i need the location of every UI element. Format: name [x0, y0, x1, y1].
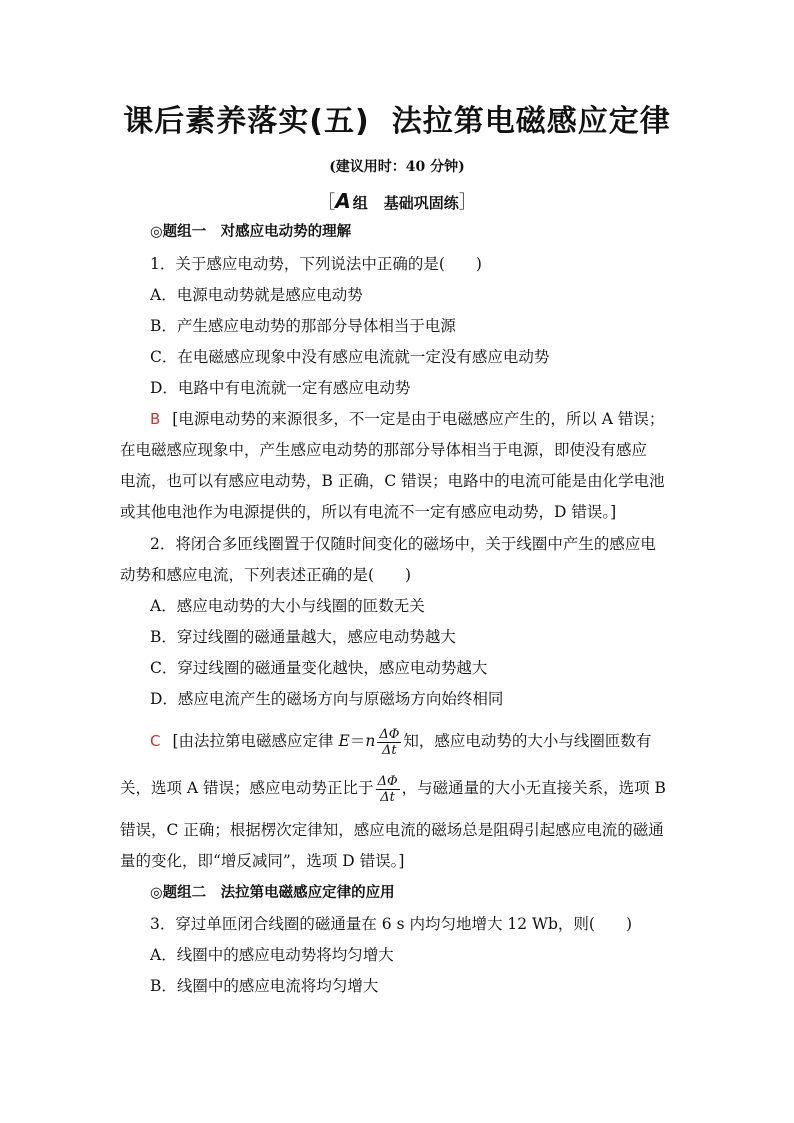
q2-answer: C	[150, 732, 161, 750]
formula-emf-symbol: E	[338, 732, 350, 750]
q1-explanation-line-2: 在电磁感应现象中，产生感应电动势的那部分导体相当于电源，即使没有感应	[120, 441, 648, 459]
q2-option-d: D．感应电流产生的磁场方向与原磁场方向始终相同	[150, 690, 504, 708]
q1-explanation-line-1: B [电源电动势的来源很多，不一定是由于电磁感应产生的，所以 A 错误；	[150, 410, 665, 428]
q1-answer: B	[150, 410, 161, 428]
formula-fraction: $\frac{\Delta\Phi}{\Delta t}$	[379, 726, 400, 758]
group-word: 组	[352, 194, 368, 212]
q2-option-a: A．感应电动势的大小与线圈的匝数无关	[150, 597, 425, 615]
time-hint: (建议用时：40 分钟)	[329, 159, 465, 175]
group-close-bracket: ］	[458, 192, 477, 213]
q1-option-b: B．产生感应电动势的那部分导体相当于电源	[150, 317, 456, 335]
q2-option-c: C．穿过线圈的磁通量变化越快，感应电动势越大	[150, 659, 488, 677]
q3-stem: 3．穿过单匝闭合线圈的磁通量在 6 s 内均匀地增大 12 Wb，则( )	[150, 915, 632, 933]
q1-explanation-line-4: 或其他电池作为电源提供的，所以有电流不一定有感应电动势，D 错误。]	[120, 503, 617, 521]
group-heading	[0, 188, 794, 214]
q1-option-a: A．电源电动势就是感应电动势	[150, 286, 363, 304]
group-name: 基础巩固练	[383, 194, 459, 212]
section-heading-1: ◎题组一 对感应电动势的理解	[150, 224, 352, 240]
section-heading-2: ◎题组二 法拉第电磁感应定律的应用	[150, 885, 395, 901]
formula-fraction-2: $\frac{\Delta\Phi}{\Delta t}$	[377, 773, 398, 805]
group-open-bracket: ［	[317, 192, 336, 213]
title-series: 课后素养落实(五)	[123, 104, 370, 139]
q1-option-c: C．在电磁感应现象中没有感应电流就一定没有感应电动势	[150, 348, 550, 366]
title-topic: 法拉第电磁感应定律	[391, 104, 671, 139]
q2-explanation-line-3: 错误，C 正确；根据楞次定律知，感应电流的磁场总是阻碍引起感应电流的磁通	[120, 821, 664, 839]
q1-option-d: D．电路中有电流就一定有感应电动势	[150, 379, 411, 397]
q1-explanation-line-3: 电流，也可以有感应电动势，B 正确，C 错误；电路中的电流可能是由化学电池	[120, 472, 665, 490]
q3-option-a: A．线圈中的感应电动势将均匀增大	[150, 946, 394, 964]
q2-stem-line-2: 动势和感应电流，下列表述正确的是( )	[120, 566, 412, 584]
q2-option-b: B．穿过线圈的磁通量越大，感应电动势越大	[150, 628, 456, 646]
q1-stem: 1．关于感应电动势，下列说法中正确的是( )	[150, 255, 482, 273]
q3-option-b: B．线圈中的感应电流将均匀增大	[150, 977, 379, 995]
q2-explanation-line-1: C [由法拉第电磁感应定律 E＝n $\frac{\Delta\Phi}{\Delta t}$ 知，感应电动势的大小与线圈匝数有	[150, 726, 652, 758]
group-letter: A	[335, 189, 351, 213]
page-title	[0, 96, 794, 140]
q2-explanation-line-4: 量的变化，即“增反减同”，选项 D 错误。]	[120, 852, 405, 870]
q2-stem-line-1: 2．将闭合多匝线圈置于仅随时间变化的磁场中，关于线圈中产生的感应电	[150, 535, 656, 553]
q2-explanation-line-2: 关，选项 A 错误；感应电动势正比于 $\frac{\Delta\Phi}{\Delta t}$ ，与磁通量的大小无直接关系，选项 B	[120, 773, 666, 805]
